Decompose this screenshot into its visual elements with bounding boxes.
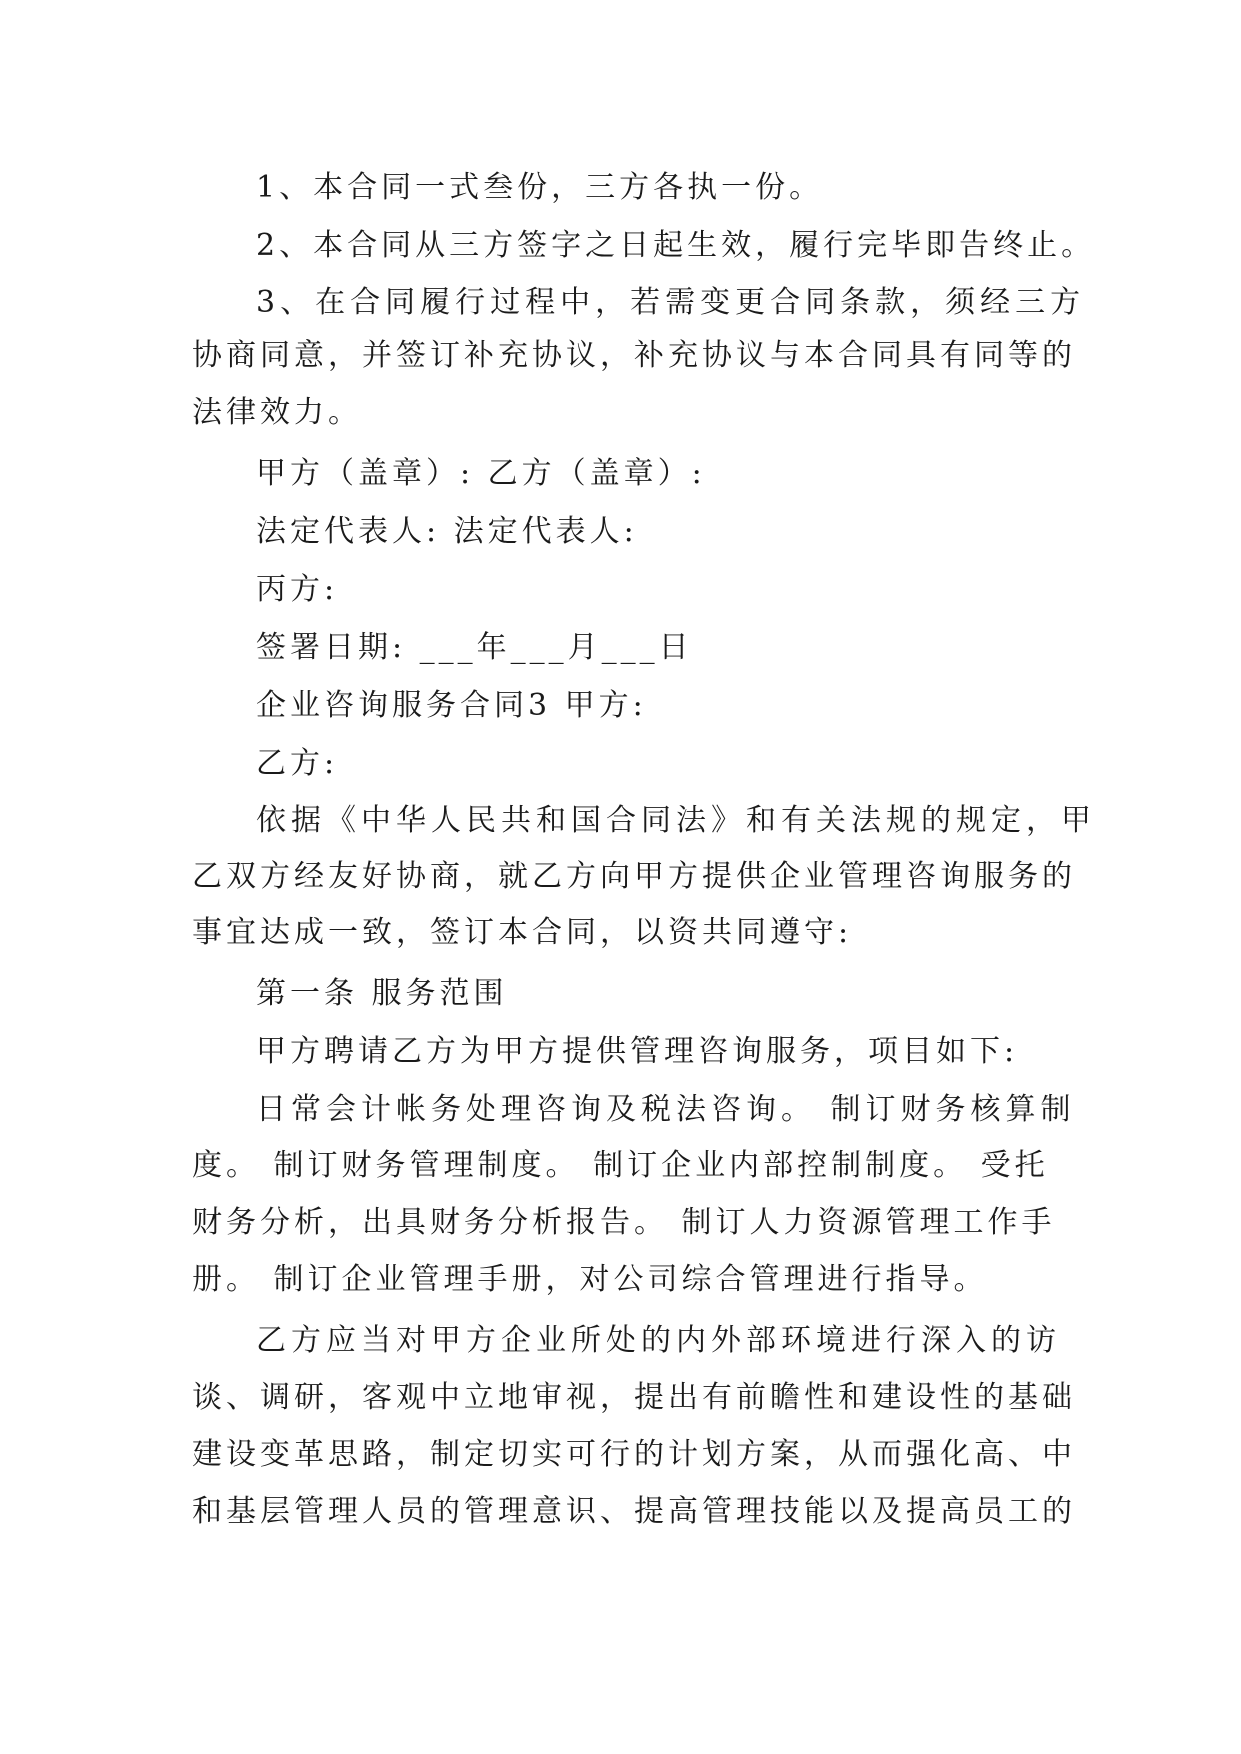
obligation-line-3: 建设变革思路，制定切实可行的计划方案，从而强化高、中 (192, 1437, 1076, 1472)
contract-title-line: 企业咨询服务合同3 甲方: (256, 688, 647, 723)
article-1-heading: 第一条 服务范围 (256, 976, 508, 1011)
legal-representative-line: 法定代表人: 法定代表人: (256, 514, 638, 549)
preamble-line-3: 事宜达成一致，签订本合同，以资共同遵守: (192, 915, 853, 950)
service-items-line-3: 财务分析，出具财务分析报告。 制订人力资源管理工作手 (192, 1205, 1056, 1240)
party-a-b-seal-line: 甲方（盖章）: 乙方（盖章）: (256, 456, 706, 491)
signing-date-line: 签署日期: ___年___月___日 (256, 630, 693, 665)
preamble-line-1: 依据《中华人民共和国合同法》和有关法规的规定，甲 (256, 803, 1096, 838)
clause-3-line-1: 3、在合同履行过程中，若需变更合同条款，须经三方 (256, 285, 1086, 320)
party-c-line: 丙方: (256, 572, 339, 607)
service-items-line-2: 度。 制订财务管理制度。 制订企业内部控制制度。 受托 (192, 1148, 1049, 1183)
preamble-line-2: 乙双方经友好协商，就乙方向甲方提供企业管理咨询服务的 (192, 859, 1076, 894)
service-items-line-4: 册。 制订企业管理手册，对公司综合管理进行指导。 (192, 1262, 988, 1297)
obligation-line-4: 和基层管理人员的管理意识、提高管理技能以及提高员工的 (192, 1494, 1076, 1529)
clause-3-line-3: 法律效力。 (192, 395, 362, 430)
clause-3-line-2: 协商同意，并签订补充协议，补充协议与本合同具有同等的 (192, 338, 1076, 373)
service-scope-intro: 甲方聘请乙方为甲方提供管理咨询服务，项目如下: (256, 1034, 1019, 1069)
party-b-line: 乙方: (256, 746, 339, 781)
obligation-line-1: 乙方应当对甲方企业所处的内外部环境进行深入的访 (256, 1323, 1061, 1358)
clause-2: 2、本合同从三方签字之日起生效，履行完毕即告终止。 (256, 228, 1096, 263)
service-items-line-1: 日常会计帐务处理咨询及税法咨询。 制订财务核算制 (256, 1092, 1076, 1127)
clause-1: 1、本合同一式叁份，三方各执一份。 (256, 170, 824, 205)
obligation-line-2: 谈、调研，客观中立地审视，提出有前瞻性和建设性的基础 (192, 1380, 1076, 1415)
